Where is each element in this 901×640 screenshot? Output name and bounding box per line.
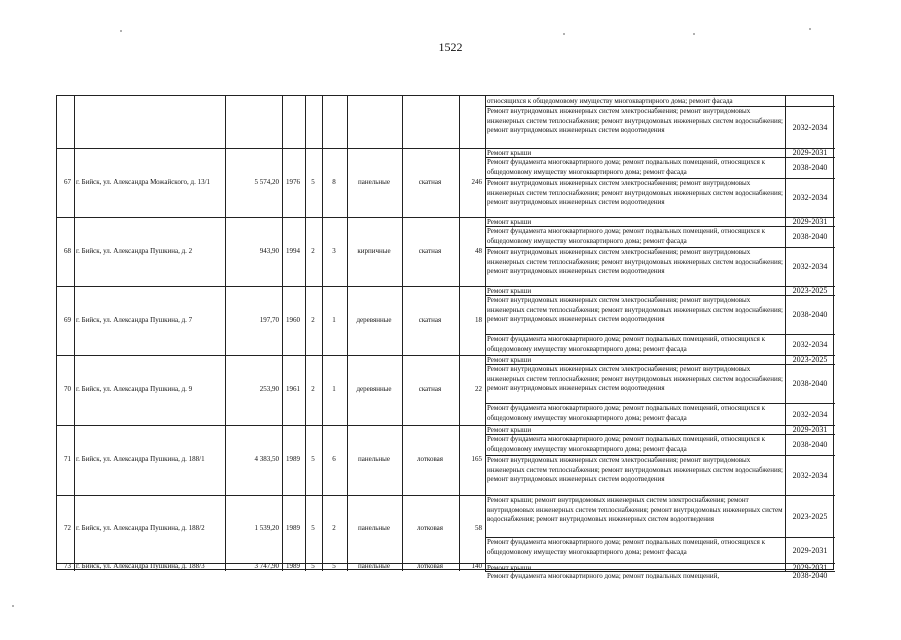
- work-description: Ремонт внутридомовых инженерных систем электроснабжения; ремонт внутридомовых инженерных систем теплоснабжения; ремонт внутридомовых инженерных систем водоснабжения; ремонт внутридомовых инженерных систем водоотведения: [487, 365, 783, 392]
- entrances: 1: [332, 315, 336, 324]
- column-divider: [322, 96, 323, 571]
- floors: 2: [311, 315, 315, 324]
- address: г. Бийск, ул. Александра Пушкина, д. 7: [76, 315, 193, 324]
- column-divider: [74, 96, 75, 571]
- build-year: 1989: [286, 524, 300, 532]
- total-area: 197,70: [259, 315, 279, 324]
- total-area: 3 747,90: [254, 562, 279, 570]
- wall-material: панельные: [358, 455, 390, 463]
- entrances: 5: [332, 562, 336, 570]
- build-year: 1961: [286, 385, 300, 393]
- total-area: 5 574,20: [254, 177, 279, 186]
- entrances: 1: [332, 385, 336, 393]
- entrances: 6: [332, 455, 336, 463]
- work-description: Ремонт внутридомовых инженерных систем электроснабжения; ремонт внутридомовых инженерных систем теплоснабжения; ремонт внутридомовых инженерных систем водоснабжения; ремонт внутридомовых инженерных систем водоотведения: [487, 107, 783, 134]
- work-description: Ремонт крыши; ремонт внутридомовых инженерных систем электроснабжения; ремонт внутридомовых инженерных систем теплоснабжения; ремонт внутридомовых инженерных систем водоснабжения; ремонт внутридомовых инженерных систем водоотведения: [487, 496, 783, 523]
- roof-type: лотковая: [416, 562, 444, 570]
- work-description: Ремонт фундамента многоквартирного дома; ремонт подвальных помещений, относящихся к общедомовому имуществу многоквартирного дома; ремонт фасада: [487, 158, 766, 176]
- floors: 2: [311, 246, 315, 255]
- work-years: 2032-2034: [792, 409, 828, 419]
- work-description: Ремонт внутридомовых инженерных систем электроснабжения; ремонт внутридомовых инженерных систем теплоснабжения; ремонт внутридомовых инженерных систем водоснабжения; ремонт внутридомовых инженерных систем водоотведения: [487, 456, 783, 483]
- apartments: 58: [475, 524, 482, 532]
- wall-material: деревянные: [356, 315, 392, 324]
- work-description: относящихся к общедомовому имуществу многоквартирного дома; ремонт фасада: [487, 97, 733, 105]
- work-years: 2023-2025: [792, 511, 828, 521]
- work-description: Ремонт фундамента многоквартирного дома; ремонт подвальных помещений, относящихся к общедомовому имуществу многоквартирного дома; ремонт фасада: [487, 335, 766, 353]
- apartments: 48: [475, 246, 482, 255]
- work-description: Ремонт фундамента многоквартирного дома; ремонт подвальных помещений, относящихся к общедомовому имуществу многоквартирного дома; ремонт фасада: [487, 404, 766, 422]
- wall-material: панельные: [358, 177, 390, 186]
- scan-speck: [693, 33, 695, 35]
- work-description: Ремонт фундамента многоквартирного дома; ремонт подвальных помещений, относящихся к общедомовому имуществу многоквартирного дома; ремонт фасада: [487, 435, 766, 453]
- work-description: Ремонт крыши: [487, 149, 532, 157]
- entrances: 2: [332, 524, 336, 532]
- work-years: 2038-2040: [792, 232, 828, 241]
- roof-type: лотковая: [416, 524, 444, 532]
- floors: 2: [311, 385, 315, 393]
- work-years: 2038-2040: [792, 440, 828, 449]
- work-years: 2029-2031: [792, 217, 828, 226]
- apartments: 22: [475, 385, 482, 393]
- apartments: 165: [471, 455, 482, 463]
- work-description: Ремонт крыши: [487, 287, 532, 295]
- floors: 5: [311, 562, 315, 570]
- work-years: 2032-2034: [792, 262, 828, 271]
- total-area: 943,90: [259, 246, 279, 255]
- work-years: 2029-2031: [792, 148, 828, 157]
- entrances: 8: [332, 177, 336, 186]
- work-years: 2032-2034: [792, 470, 828, 480]
- roof-type: скатная: [418, 246, 442, 255]
- roof-type: скатная: [418, 315, 442, 324]
- address: г. Бийск, ул. Александра Пушкина, д. 188/3: [76, 562, 205, 570]
- total-area: 253,90: [259, 385, 279, 393]
- roof-type: скатная: [418, 177, 442, 186]
- column-divider: [305, 96, 306, 571]
- work-years: 2032-2034: [792, 122, 828, 132]
- address: г. Бийск, ул. Александра Можайского, д. 13/1: [76, 177, 211, 186]
- roof-type: скатная: [418, 385, 442, 393]
- work-years: 2029-2031: [792, 545, 828, 555]
- column-divider: [347, 96, 348, 571]
- apartments: 18: [475, 315, 482, 324]
- total-area: 4 383,50: [254, 455, 279, 463]
- roof-type: лотковая: [416, 455, 444, 463]
- total-area: 1 539,20: [254, 524, 279, 532]
- address: г. Бийск, ул. Александра Пушкина, д. 9: [76, 385, 193, 393]
- wall-material: панельные: [358, 524, 390, 532]
- row-number: 71: [64, 455, 71, 463]
- work-years: 2023-2025: [792, 355, 828, 364]
- row-number: 70: [64, 385, 71, 393]
- work-description: Ремонт крыши: [487, 356, 532, 364]
- build-year: 1960: [286, 315, 300, 324]
- scan-speck: [120, 30, 122, 32]
- work-description: Ремонт фундамента многоквартирного дома; ремонт подвальных помещений, относящихся к общедомовому имуществу многоквартирного дома; ремонт фасада: [487, 538, 766, 556]
- work-description: Ремонт фундамента многоквартирного дома; ремонт подвальных помещений,: [487, 572, 720, 579]
- column-divider: [225, 96, 226, 571]
- work-years: 2032-2034: [792, 340, 828, 349]
- scan-speck: [12, 605, 14, 607]
- apartments: 246: [471, 177, 482, 186]
- scan-speck: [563, 33, 565, 35]
- column-divider: [402, 96, 403, 571]
- wall-material: деревянные: [356, 385, 392, 393]
- address: г. Бийск, ул. Александра Пушкина, д. 188/2: [76, 524, 205, 532]
- work-description: Ремонт фундамента многоквартирного дома; ремонт подвальных помещений, относящихся к общедомовому имуществу многоквартирного дома; ремонт фасада: [487, 227, 766, 245]
- build-year: 1989: [286, 455, 300, 463]
- work-years: 2038-2040: [792, 310, 828, 319]
- work-description: Ремонт внутридомовых инженерных систем электроснабжения; ремонт внутридомовых инженерных систем теплоснабжения; ремонт внутридомовых инженерных систем водоснабжения; ремонт внутридомовых инженерных систем водоотведения: [487, 179, 783, 206]
- wall-material: панельные: [358, 562, 390, 570]
- row-number: 69: [64, 315, 71, 324]
- work-years: 2023-2025: [792, 286, 828, 295]
- build-year: 1989: [286, 562, 300, 570]
- registry-table: [56, 95, 834, 580]
- row-number: 72: [64, 524, 71, 532]
- page-number: 1522: [438, 40, 463, 54]
- row-number: 73: [64, 562, 71, 570]
- column-divider: [459, 96, 460, 571]
- work-years: 2038-2040: [792, 163, 828, 172]
- floors: 5: [311, 177, 315, 186]
- address: г. Бийск, ул. Александра Пушкина, д. 2: [76, 246, 193, 255]
- work-years: 2029-2031: [792, 563, 828, 572]
- build-year: 1976: [286, 177, 300, 186]
- work-years: 2038-2040: [792, 379, 828, 388]
- work-description: Ремонт крыши: [487, 426, 532, 434]
- work-description: Ремонт внутридомовых инженерных систем электроснабжения; ремонт внутридомовых инженерных систем теплоснабжения; ремонт внутридомовых инженерных систем водоснабжения; ремонт внутридомовых инженерных систем водоотведения: [487, 248, 783, 275]
- row-number: 67: [64, 177, 71, 186]
- work-description: Ремонт крыши: [487, 218, 532, 226]
- row-number: 68: [64, 246, 71, 255]
- wall-material: кирпичные: [357, 246, 391, 255]
- work-years: 2038-2040: [792, 571, 828, 580]
- work-description: Ремонт внутридомовых инженерных систем электроснабжения; ремонт внутридомовых инженерных систем теплоснабжения; ремонт внутридомовых инженерных систем водоснабжения; ремонт внутридомовых инженерных систем водоотведения: [487, 296, 783, 323]
- apartments: 140: [471, 562, 482, 570]
- floors: 5: [311, 524, 315, 532]
- work-years: 2029-2031: [792, 425, 828, 434]
- floors: 5: [311, 455, 315, 463]
- build-year: 1994: [286, 246, 300, 255]
- address: г. Бийск, ул. Александра Пушкина, д. 188/1: [76, 455, 205, 463]
- work-description: Ремонт крыши: [487, 564, 532, 571]
- scan-speck: [809, 28, 811, 30]
- column-divider: [282, 96, 283, 571]
- entrances: 3: [332, 246, 336, 255]
- work-years: 2032-2034: [792, 193, 828, 202]
